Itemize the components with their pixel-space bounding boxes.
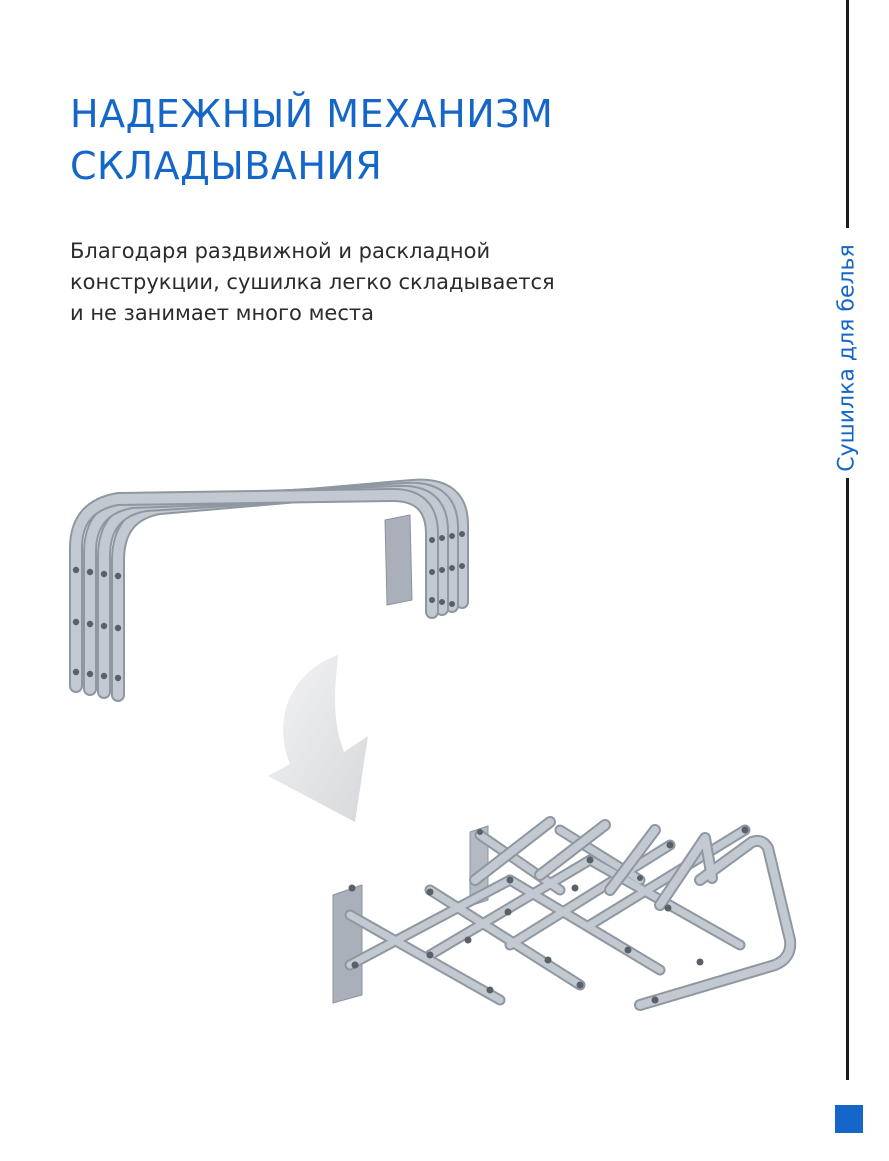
curved-arrow-icon [268,655,368,822]
expanded-wall-bracket-front [333,885,362,1003]
description-line-3: и не занимает много места [70,301,374,325]
expanded-scissor-links [350,830,745,1000]
description-line-1: Благодаря раздвижной и раскладной [70,239,491,263]
title-line-1: НАДЕЖНЫЙ МЕХАНИЗМ [70,92,554,136]
expanded-dryer-illustration [333,822,790,1005]
side-category-label: Сушилка для белья [834,244,860,472]
folded-dryer-illustration [73,486,465,695]
description-line-2: конструкции, сушилка легко складывается [70,270,555,294]
folded-wall-bracket [385,515,412,605]
title-line-2: СКЛАДЫВАНИЯ [70,144,383,188]
expanded-hanging-rails [475,822,790,1005]
